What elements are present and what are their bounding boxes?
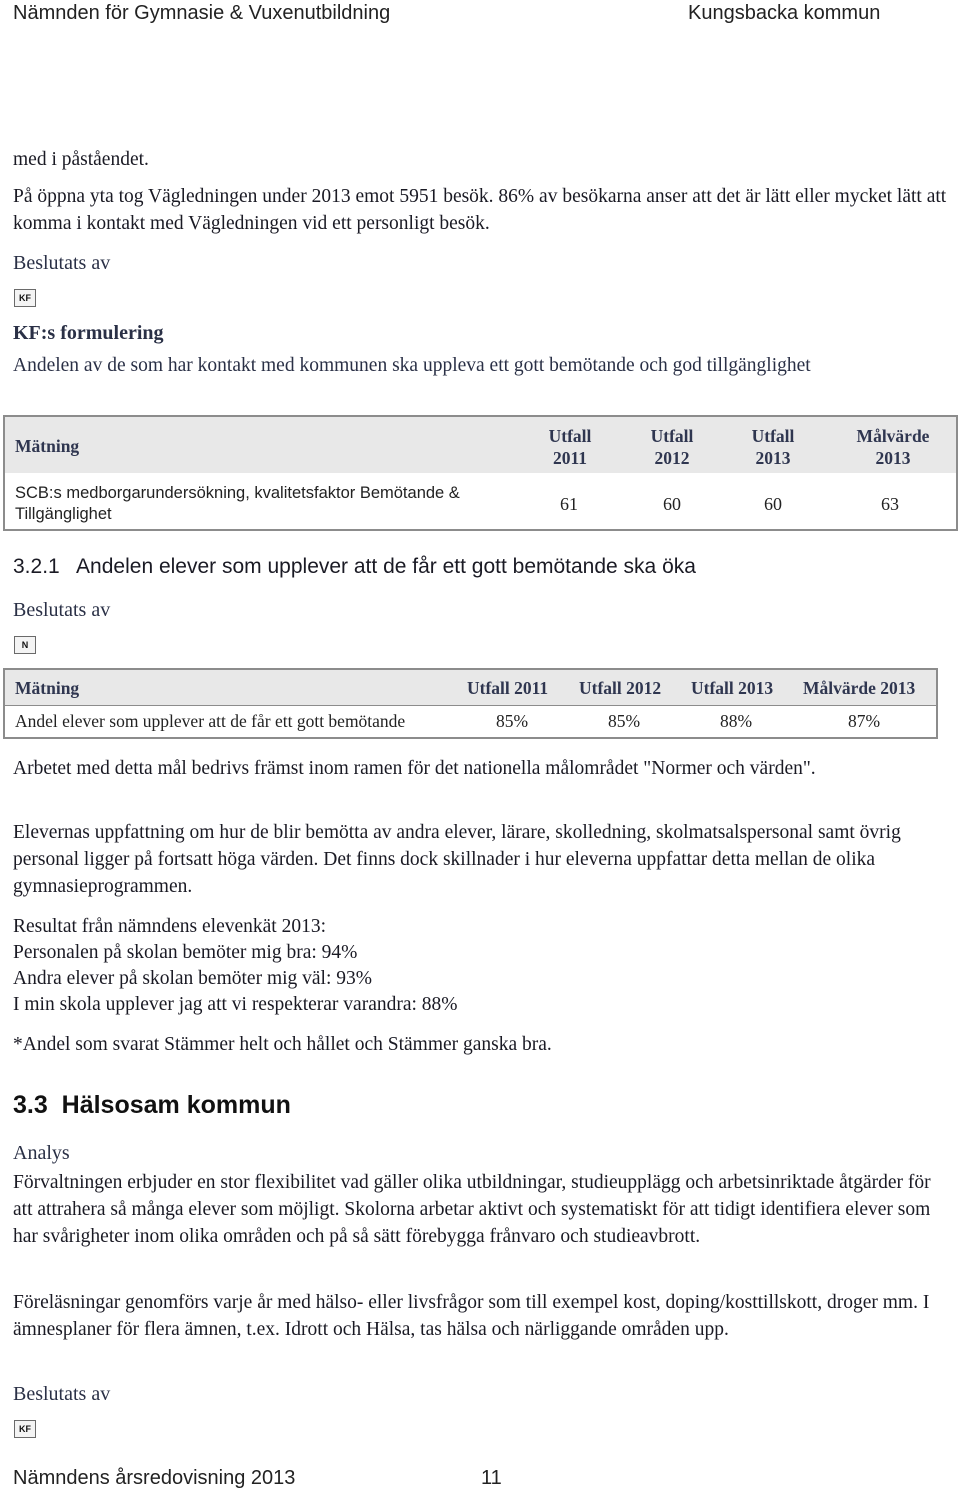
value-2011: 85% <box>496 711 529 731</box>
col-malvarde-2013: Målvärde 2013 <box>803 678 916 698</box>
footer-title: Nämndens årsredovisning 2013 <box>13 1467 296 1489</box>
header-municipality: Kungsbacka kommun <box>688 2 881 24</box>
section-33-heading: 3.3 Hälsosam kommun <box>13 1091 291 1119</box>
beslutats-av-label: Beslutats av <box>13 599 111 621</box>
value-malvarde: 87% <box>848 711 881 731</box>
paragraph: Föreläsningar genomförs varje år med hälso- eller livsfrågor som till exempel kost, doping/kosttillskott, droger mm. I ämnesplaner för flera ämnen, t.ex. Idrott och Hälsa, tas hälsa och närliggande områden upp. <box>13 1292 930 1340</box>
kf-formulering-text: Andelen av de som har kontakt med kommunen ska uppleva ett gott bemötande och god tillgänglighet <box>13 355 811 376</box>
section-321-heading: 3.2.1 Andelen elever som upplever att de får ett gott bemötande ska öka <box>13 555 696 578</box>
survey-line: Resultat från nämndens elevenkät 2013: <box>13 916 326 937</box>
value-2012: 85% <box>608 711 641 731</box>
col-malvarde-2013: Målvärde 2013 <box>856 426 930 468</box>
survey-line: Personalen på skolan bemöter mig bra: 94% <box>13 942 358 963</box>
col-utfall-2013: Utfall 2013 <box>751 426 795 468</box>
value-2013: 88% <box>720 711 753 731</box>
beslutats-av-label: Beslutats av <box>13 252 111 274</box>
value-2012: 60 <box>663 494 681 514</box>
value-malvarde: 63 <box>881 494 899 514</box>
intro-line: med i påståendet. <box>13 149 149 170</box>
survey-line: I min skola upplever jag att vi respekterar varandra: 88% <box>13 994 458 1015</box>
value-2013: 60 <box>764 494 782 514</box>
col-utfall-2011: Utfall 2011 <box>548 426 592 468</box>
kf-icon: KF <box>14 1420 36 1438</box>
table-row-label: SCB:s medborgarundersökning, kvalitetsfaktor Bemötande & Tillgänglighet <box>15 484 460 523</box>
table-header-label: Mätning <box>15 436 80 456</box>
kf-formulering-heading: KF:s formulering <box>13 322 164 344</box>
value-2011: 61 <box>560 494 578 514</box>
col-utfall-2013: Utfall 2013 <box>691 678 774 698</box>
paragraph: Arbetet med detta mål bedrivs främst inom ramen för det nationella målområdet "Normer och värden". <box>13 758 816 779</box>
kf-icon: KF <box>14 289 36 307</box>
page-number: 11 <box>481 1467 502 1489</box>
intro-paragraph: På öppna yta tog Vägledningen under 2013 emot 5951 besök. 86% av besökarna anser att det är lätt eller mycket lätt att komma i kontakt med Vägledningen vid ett personligt besök. <box>13 186 947 234</box>
header-title: Nämnden för Gymnasie & Vuxenutbildning <box>13 2 391 24</box>
col-utfall-2012: Utfall 2012 <box>579 678 662 698</box>
col-utfall-2011: Utfall 2011 <box>467 678 549 698</box>
table-row-label: Andel elever som upplever att de får ett gott bemötande <box>15 711 406 731</box>
survey-line: Andra elever på skolan bemöter mig väl: 93% <box>13 968 373 989</box>
paragraph: Förvaltningen erbjuder en stor flexibilitet vad gäller olika utbildningar, studieupplägg och arbetsinriktade åtgärder för att attrahera så många elever som möjligt. Skolorna arbetar aktivt och systematiskt för att tidigt identifiera elever som har svårigheter inom olika områden och på så sätt förebygga frånvaro och studieavbrott. <box>13 1172 931 1247</box>
n-icon: N <box>14 636 36 654</box>
paragraph: Elevernas uppfattning om hur de blir bemötta av andra elever, lärare, skolledning, skolmatsalspersonal samt övrig personal ligger på fortsatt höga värden. Det finns dock skillnader i hur eleverna uppfattar detta mellan de olika gymnasieprogrammen. <box>13 822 901 897</box>
table-header-label: Mätning <box>15 678 80 698</box>
measurement-table-1 <box>3 415 958 531</box>
analys-label: Analys <box>13 1142 70 1164</box>
table-header-row <box>5 417 956 473</box>
col-utfall-2012: Utfall 2012 <box>650 426 694 468</box>
measurement-table-2 <box>3 668 938 739</box>
footnote: *Andel som svarat Stämmer helt och hållet och Stämmer ganska bra. <box>13 1034 552 1055</box>
beslutats-av-label: Beslutats av <box>13 1383 111 1405</box>
